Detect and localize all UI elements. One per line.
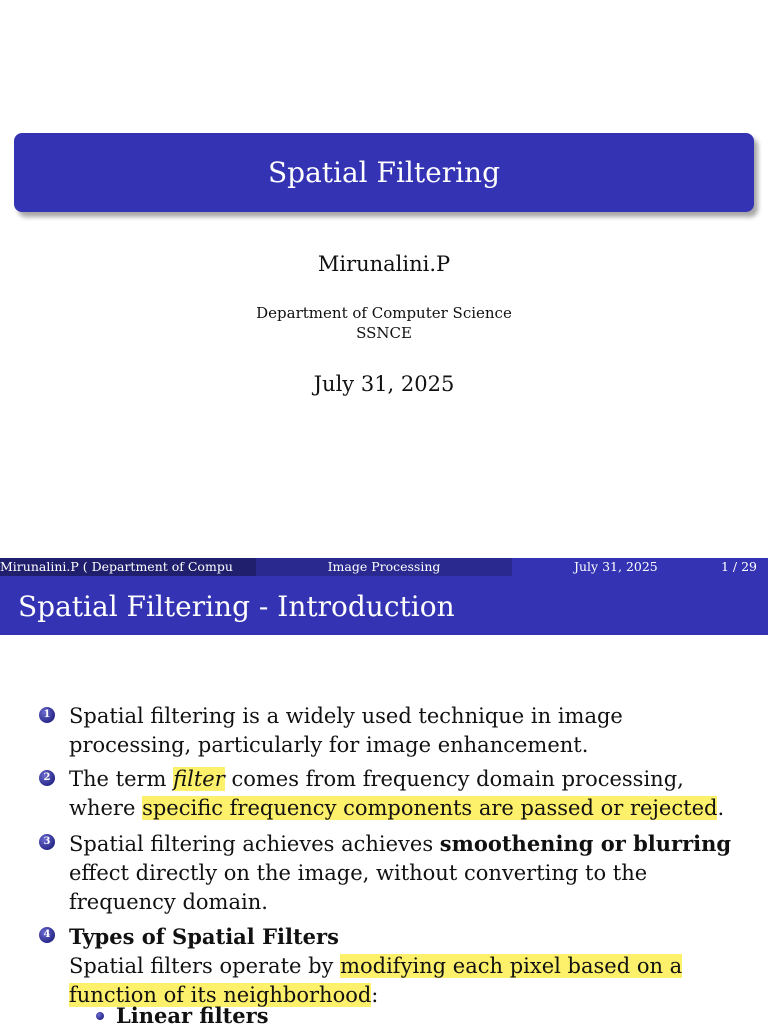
list-item (39, 765, 739, 823)
sub-list-item (96, 1003, 269, 1028)
institute-name: SSNCE (356, 324, 412, 342)
item-text (69, 922, 739, 1010)
text-segment: comes from frequency domain processing, where (69, 767, 684, 820)
footer-date-page (512, 558, 768, 576)
footer-course: Image Processing (256, 558, 512, 576)
frame-title: Spatial Filtering - Introduction (18, 590, 455, 623)
author-name: Mirunalini.P (317, 252, 451, 276)
text-segment: Spatial filters operate by (69, 954, 341, 978)
list-item (39, 922, 739, 1010)
list-item (39, 829, 739, 917)
presentation-date: July 31, 2025 (313, 372, 455, 396)
bullet-icon (96, 1012, 104, 1020)
text-segment: The term (69, 767, 174, 791)
footer-author: Mirunalini.P ( Department of Compu (0, 558, 256, 576)
text-segment: effect directly on the image, without converting to the frequency domain. (69, 861, 648, 914)
highlighted-text: modifying each pixel based on a function of its neighborhood (69, 954, 683, 1007)
frame-title-bar (0, 576, 768, 635)
text-segment: . (717, 796, 725, 820)
footer-page-number: 1 / 29 (720, 559, 757, 574)
title-banner (14, 133, 754, 212)
item-number-badge: 4 (39, 927, 55, 943)
footer-date: July 31, 2025 (574, 559, 658, 574)
highlighted-text: specific frequency components are passed or rejected (142, 796, 718, 820)
text-segment: : (371, 983, 379, 1007)
sub-item-text: Linear filters (116, 1003, 269, 1028)
presentation-title: Spatial Filtering (267, 156, 500, 189)
item-number-badge: 1 (39, 707, 55, 723)
item-text (69, 765, 739, 823)
list-item (39, 702, 739, 760)
item-text: Spatial filtering is a widely used technique in image processing, particularly for image enhancement. (69, 704, 623, 757)
item-number-badge: 2 (39, 770, 55, 786)
slide-content (0, 635, 768, 1028)
item-text (69, 829, 739, 917)
institute-department: Department of Computer Science (256, 304, 512, 322)
item-heading: Types of Spatial Filters (69, 924, 339, 949)
item-number-badge: 3 (39, 834, 55, 850)
text-segment: Spatial filtering achieves achieves (69, 832, 440, 856)
emphasized-term: filter (173, 767, 225, 791)
footer-bar (0, 558, 768, 576)
bold-term: smoothening or blurring (439, 831, 732, 856)
